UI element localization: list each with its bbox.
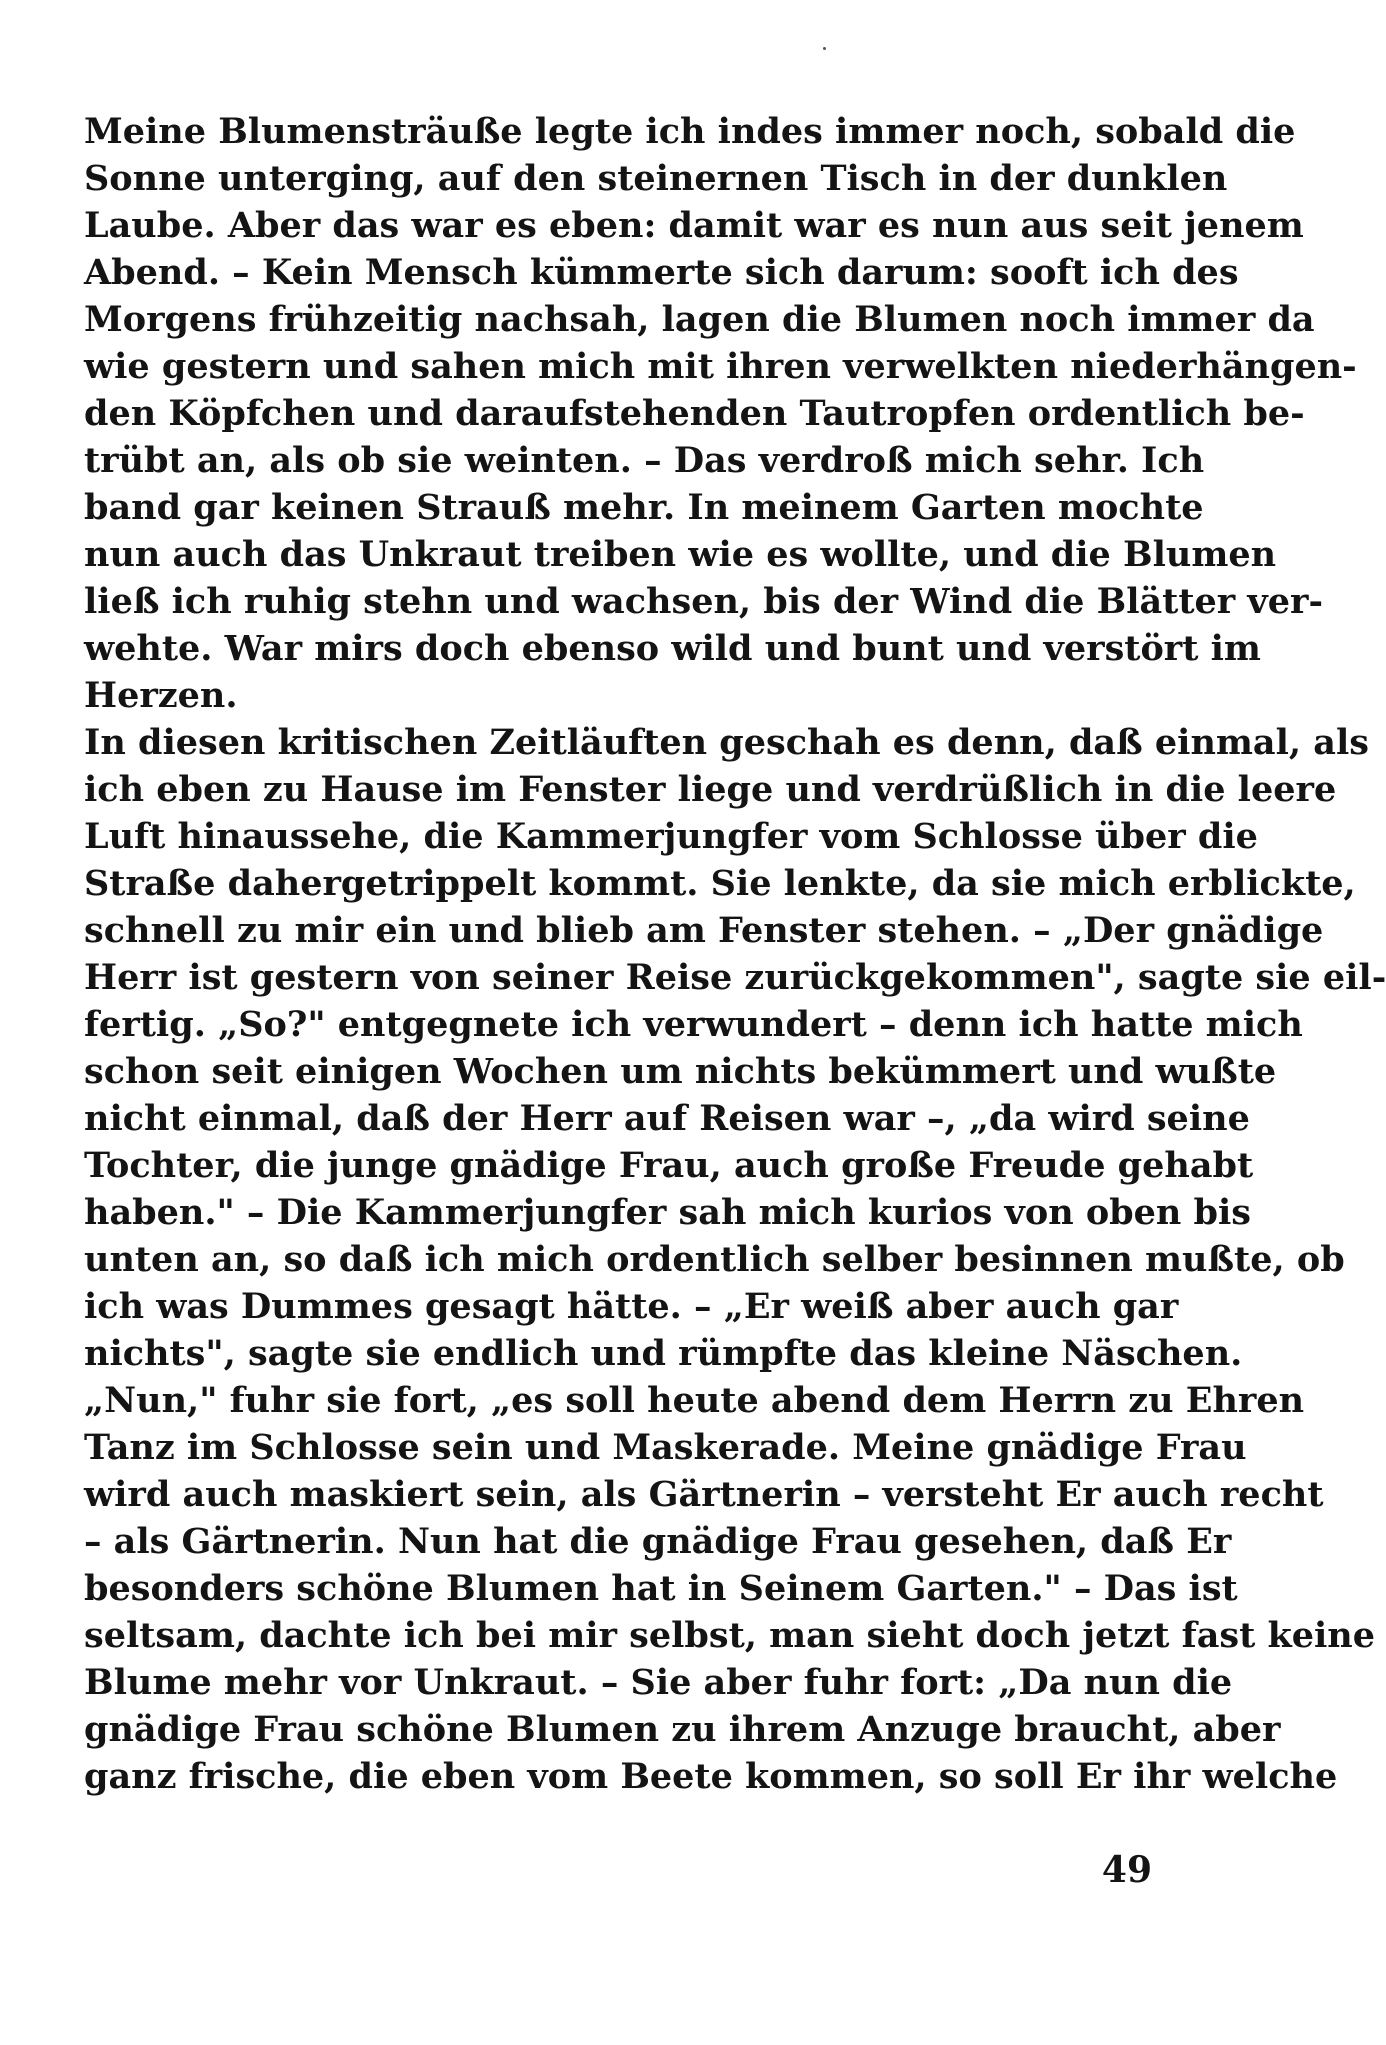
text-line: trübt an, als ob sie weinten. – Das verdroß mich sehr. Ich bbox=[84, 440, 1205, 481]
body-text bbox=[84, 108, 1386, 1800]
text-line: schnell zu mir ein und blieb am Fenster stehen. – „Der gnädige bbox=[84, 910, 1324, 951]
text-line: ich eben zu Hause im Fenster liege und verdrüßlich in die leere bbox=[84, 769, 1337, 810]
text-line: band gar keinen Strauß mehr. In meinem Garten mochte bbox=[84, 487, 1204, 528]
text-line: Tochter, die junge gnädige Frau, auch große Freude gehabt bbox=[84, 1145, 1254, 1186]
text-line: Sonne unterging, auf den steinernen Tisch in der dunklen bbox=[84, 158, 1228, 199]
text-line: nicht einmal, daß der Herr auf Reisen war –, „da wird seine bbox=[84, 1098, 1250, 1139]
text-line: Luft hinaussehe, die Kammerjungfer vom Schlosse über die bbox=[84, 816, 1258, 857]
page-number: 49 bbox=[1101, 1849, 1152, 1891]
text-line: wird auch maskiert sein, als Gärtnerin – versteht Er auch recht bbox=[84, 1474, 1324, 1515]
text-line: ich was Dummes gesagt hätte. – „Er weiß aber auch gar bbox=[84, 1286, 1179, 1327]
text-line: Abend. – Kein Mensch kümmerte sich darum: sooft ich des bbox=[84, 252, 1239, 293]
text-line: In diesen kritischen Zeitläuften geschah es denn, daß einmal, als bbox=[84, 722, 1369, 763]
text-line: wie gestern und sahen mich mit ihren verwelkten niederhängen- bbox=[84, 346, 1357, 387]
text-line: ganz frische, die eben vom Beete kommen, so soll Er ihr welche bbox=[84, 1756, 1338, 1797]
text-line: Herr ist gestern von seiner Reise zurückgekommen", sagte sie eil- bbox=[84, 957, 1386, 998]
text-line: unten an, so daß ich mich ordentlich selber besinnen mußte, ob bbox=[84, 1239, 1345, 1280]
text-line: Straße dahergetrippelt kommt. Sie lenkte, da sie mich erblickte, bbox=[84, 863, 1356, 904]
text-line: nichts", sagte sie endlich und rümpfte das kleine Näschen. bbox=[84, 1333, 1243, 1374]
text-line: Tanz im Schlosse sein und Maskerade. Meine gnädige Frau bbox=[84, 1427, 1247, 1468]
text-line: haben." – Die Kammerjungfer sah mich kurios von oben bis bbox=[84, 1192, 1252, 1233]
text-line: besonders schöne Blumen hat in Seinem Garten." – Das ist bbox=[84, 1568, 1238, 1609]
text-line: ließ ich ruhig stehn und wachsen, bis der Wind die Blätter ver- bbox=[84, 581, 1323, 622]
text-line: Laube. Aber das war es eben: damit war es nun aus seit jenem bbox=[84, 205, 1304, 246]
text-line: – als Gärtnerin. Nun hat die gnädige Frau gesehen, daß Er bbox=[84, 1521, 1232, 1562]
text-line: nun auch das Unkraut treiben wie es wollte, und die Blumen bbox=[84, 534, 1277, 575]
text-line: „Nun," fuhr sie fort, „es soll heute abend dem Herrn zu Ehren bbox=[84, 1380, 1305, 1421]
text-line: wehte. War mirs doch ebenso wild und bunt und verstört im bbox=[84, 628, 1261, 669]
text-line: den Köpfchen und daraufstehenden Tautropfen ordentlich be- bbox=[84, 393, 1305, 434]
text-line: Blume mehr vor Unkraut. – Sie aber fuhr fort: „Da nun die bbox=[84, 1662, 1233, 1703]
text-line: Herzen. bbox=[84, 675, 238, 716]
text-line: Morgens frühzeitig nachsah, lagen die Blumen noch immer da bbox=[84, 299, 1315, 340]
text-line: gnädige Frau schöne Blumen zu ihrem Anzuge braucht, aber bbox=[84, 1709, 1281, 1750]
print-speck bbox=[823, 47, 826, 50]
text-line: schon seit einigen Wochen um nichts bekümmert und wußte bbox=[84, 1051, 1277, 1092]
text-line: fertig. „So?" entgegnete ich verwundert – denn ich hatte mich bbox=[84, 1004, 1303, 1045]
text-line: Meine Blumensträuße legte ich indes immer noch, sobald die bbox=[84, 111, 1296, 152]
text-line: seltsam, dachte ich bei mir selbst, man sieht doch jetzt fast keine bbox=[84, 1615, 1375, 1656]
